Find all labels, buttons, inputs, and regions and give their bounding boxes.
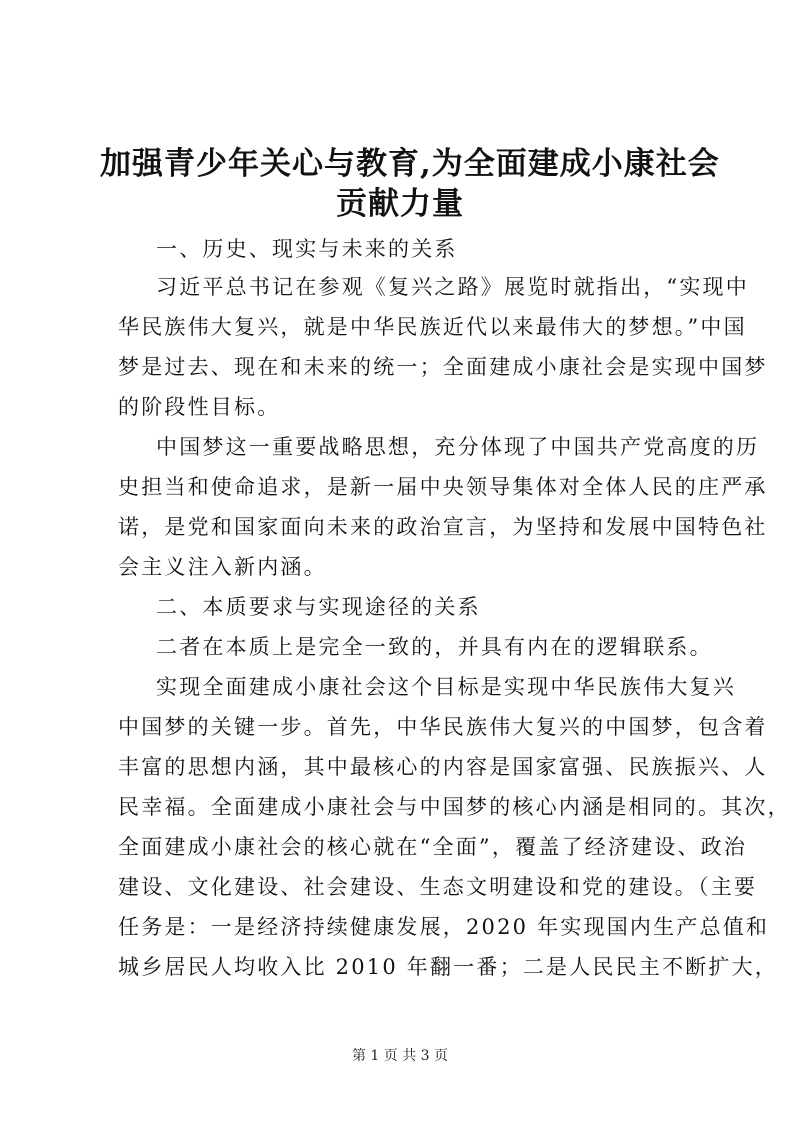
paragraph-line: 城乡居民人均收入比 2010 年翻一番；二是人民民主不断扩大， [118,955,778,979]
paragraph-line: 丰富的思想内涵，其中最核心的内容是国家富强、民族振兴、人 [118,755,768,779]
paragraph-line: 实现全面建成小康社会这个目标是实现中华民族伟大复兴 [156,675,736,699]
paragraph-line: 会主义注入新内涵。 [118,555,327,579]
paragraph-line: 诺，是党和国家面向未来的政治宣言，为坚持和发展中国特色社 [118,515,768,539]
document-title-line-1: 加强青少年关心与教育,为全面建成小康社会 [100,146,720,182]
section-heading-1: 一、历史、现实与未来的关系 [156,237,458,261]
paragraph-line: 华民族伟大复兴，就是中华民族近代以来最伟大的梦想。”中国 [118,315,747,339]
paragraph-line: 二者在本质上是完全一致的，并具有内在的逻辑联系。 [156,635,713,659]
paragraph-line: 习近平总书记在参观《复兴之路》展览时就指出，“实现中 [156,275,749,299]
page-number-footer: 第 1 页 共 3 页 [351,1048,449,1064]
document-title-line-2: 贡献力量 [336,186,464,222]
paragraph-line: 史担当和使命追求，是新一届中央领导集体对全体人民的庄严承 [118,475,768,499]
paragraph-line: 的阶段性目标。 [118,395,281,419]
paragraph-line: 建设、文化建设、社会建设、生态文明建设和党的建设。（主要 [118,875,758,899]
paragraph-line: 梦是过去、现在和未来的统一；全面建成小康社会是实现中国梦 [118,355,768,379]
paragraph-line: 任务是：一是经济持续健康发展，2020 年实现国内生产总值和 [118,915,770,939]
paragraph-line: 中国梦这一重要战略思想，充分体现了中国共产党高度的历 [156,435,760,459]
paragraph-line: 中国梦的关键一步。首先，中华民族伟大复兴的中国梦，包含着 [118,715,768,739]
section-heading-2: 二、本质要求与实现途径的关系 [156,595,481,619]
paragraph-line: 全面建成小康社会的核心就在“全面”，覆盖了经济建设、政治 [118,835,748,859]
paragraph-line: 民幸福。全面建成小康社会与中国梦的核心内涵是相同的。其次， [118,795,791,819]
